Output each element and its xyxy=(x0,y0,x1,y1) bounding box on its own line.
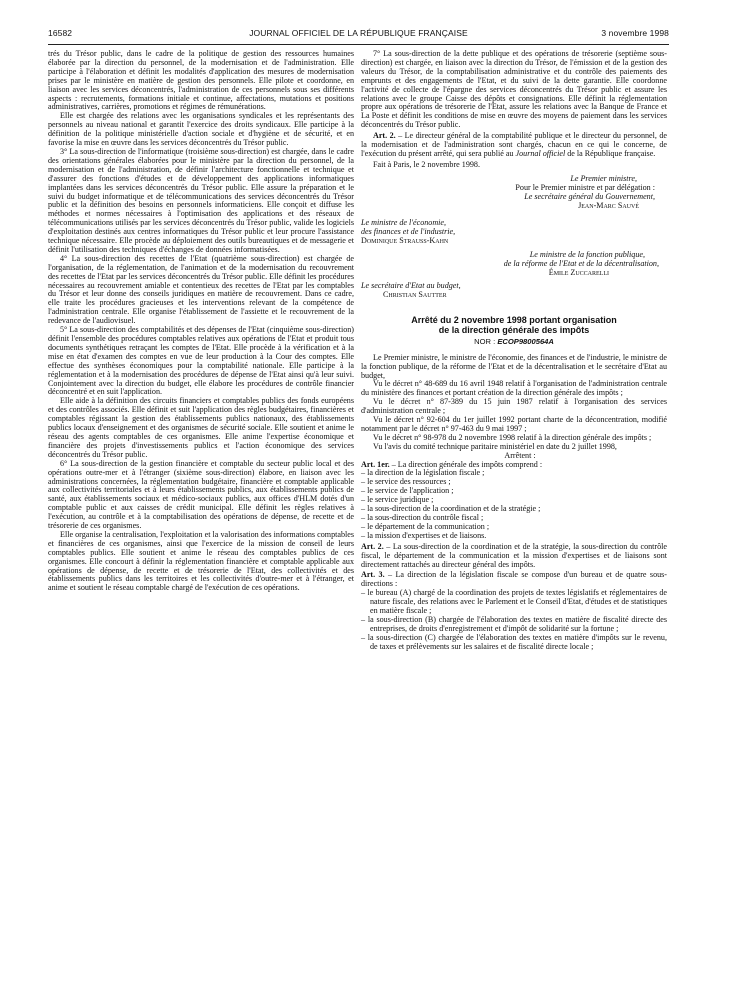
article-text: – La direction générale des impôts comprend : xyxy=(389,459,543,469)
article-2-first-decree xyxy=(361,132,667,159)
article-label: Art. 1er. xyxy=(361,459,390,469)
paragraph: Elle aide à la définition des circuits financiers et comptables publics des fonds européens et des contrôles associés. Elle définit et suit l'application des règles budgétaires, financières et comptables régissant la gestion des établissements publics nationaux, des établissements publics locaux d'enseignement et des organismes de sécurité sociale. Elle soutient et anime le réseau des agents comptables de ces organismes. Elle anime l'expertise économique et financière des projets d'investissements publics et l'action économique des services déconcentrés du Trésor public. xyxy=(48,396,354,459)
issue-date: 3 novembre 1998 xyxy=(601,28,669,38)
signatory-name: Dominique Strauss-Kahn xyxy=(361,235,449,245)
article-1-list xyxy=(361,469,667,540)
paragraph: 5° La sous-direction des comptabilités et des dépenses de l'Etat (cinquième sous-direction) définit l'ensemble des procédures comptables relatives aux opérations de l'Etat et produit tous documents synthétiques retraçant les comptes de l'Etat. Elle procède à la vérification et à la mise en état d'examen des comptes en vue de leur production à la Cour des comptes. Elle effectue des synthèses économiques pour la comptabilité nationale. Elle participe à la réglementation et à la modernisation des procédures de dépense de l'Etat ainsi qu'à leur suivi. Conjointement avec la direction du budget, elle élabore les procédures de contrôle financier déconcentré et en suit l'application. xyxy=(48,325,354,397)
preamble-paragraph: Le Premier ministre, le ministre de l'économie, des finances et de l'industrie, le ministre de la fonction publique, de la réforme de l'Etat et de la décentralisation et le secrétaire d'Etat au budget, xyxy=(361,352,667,380)
paragraph-seventh-subdirection: 7° La sous-direction de la dette publique et des opérations de trésorerie (septième sous-direction) est chargée, en liaison avec la direction du Trésor, de l'émission et de la gestion des valeurs du Trésor, de la comptabilisation administrative et du contrôle des paiements des emprunts et des engagements de l'Etat, et du suivi de la dette garantie. Elle coordonne l'activité de collecte de l'épargne des services déconcentrés du Trésor public et assure les relations avec le groupe Caisse des dépôts et consignations. Elle définit la réglementation propre aux opérations de trésorerie de l'Etat, assure les relations avec la Banque de France et La Poste et définit les conditions de mise en œuvre des moyens de paiement dans les services déconcentrés du Trésor public. xyxy=(361,49,667,130)
preamble-paragraph: Vu le décret n° 98-978 du 2 novembre 1998 relatif à la direction générale des impôts ; xyxy=(373,432,652,442)
paragraph: 4° La sous-direction des recettes de l'Etat (quatrième sous-direction) est chargée de l'organisation, de la réglementation, de l'animation et de la modernisation du recouvrement des recettes de l'Etat par les services déconcentrés du Trésor public. Elle définit les procédures nécessaires au recouvrement amiable et contentieux des recettes de l'Etat par les comptables du Trésor et leur donne des conseils juridiques en matière de recouvrement. Dans ce cadre, elle traite les procédures gracieuses et les interventions relevant de la compétence de l'administration centrale. Elle organise l'établissement de l'assiette et le recouvrement de la redevance de l'audiovisuel. xyxy=(48,253,354,326)
list-item: – la sous-direction (B) chargée de l'élaboration des textes en matière de fiscalité directe des entreprises, de droits d'enregistrement et d'impôt de solidarité sur la fortune ; xyxy=(361,616,667,634)
page-number: 16582 xyxy=(48,28,73,38)
signature-title: Le secrétaire d'Etat au budget, xyxy=(361,280,461,290)
decree-title xyxy=(361,315,667,335)
signature-title: Le Premier ministre, xyxy=(570,173,637,183)
preamble-paragraph: Vu l'avis du comité technique paritaire ministériel en date du 2 juillet 1998, xyxy=(373,441,617,451)
journal-title: JOURNAL OFFICIEL DE LA RÉPUBLIQUE FRANÇAISE xyxy=(249,28,468,38)
preamble-paragraph: Vu le décret n° 48-689 du 16 avril 1948 relatif à l'organisation de l'administration centrale du ministère des finances et portant création de la direction générale des impôts ; xyxy=(361,379,667,398)
list-item: – le bureau (A) chargé de la coordination des projets de textes législatifs et réglementaires de nature fiscale, des relations avec le Parlement et le Conseil d'Etat, d'études et de statistiques en matière fiscale ; xyxy=(361,589,667,616)
signature-title: de la réforme de l'Etat et de la décentralisation, xyxy=(503,258,659,268)
paragraph: trés du Trésor public, dans le cadre de la politique de gestion des ressources humaines élaborée par la direction du personnel, de la modernisation et de l'administration. Elle participe à l'élaboration et définit les modalités d'application des mesures de modernisation prises par le ministère en matière de gestion des personnels. Elle pilote et coordonne, en liaison avec les services déconcentrés, l'administration de ces personnels sous ses différents aspects : recrutements, formations initiale et continue, affectations, mutations et positions administratives, carrières, promotions et régimes de rémunérations. xyxy=(48,49,354,112)
article-text: – La sous-direction de la coordination et de la stratégie, la sous-direction du contrôle fiscal, le département de la communication et la mission d'expertises et de liaisons sont directement rattachés au directeur général des impôts. xyxy=(361,541,668,569)
arretent-heading: Arrêtent : xyxy=(504,450,536,460)
signatory-name: Jean-Marc Sauvé xyxy=(578,200,639,210)
list-item: – la direction de la législation fiscale ; xyxy=(361,469,667,478)
article-text: – La direction de la législation fiscale se compose d'un bureau et de quatre sous-directions : xyxy=(361,570,668,589)
header-rule xyxy=(48,44,669,45)
signatory-name: Christian Sautter xyxy=(383,289,447,299)
signatory-name: Émile Zuccarelli xyxy=(548,267,609,277)
preamble-paragraph: Vu le décret n° 92-604 du 1er juillet 1992 portant charte de la déconcentration, modifié notamment par le décret n° 97-463 du 9 mai 1997 ; xyxy=(361,415,667,433)
list-item: – le service de l'application ; xyxy=(361,487,667,496)
article-3 xyxy=(361,571,667,589)
paragraph: 6° La sous-direction de la gestion financière et comptable du secteur public local et des opérations outre-mer et à l'étranger (sixième sous-direction) élabore, en liaison avec les administrations concernées, la réglementation budgétaire, financière et comptable applicable aux collectivités territoriales et à leurs établissements publics, aux établissements publics de santé, aux établissements sociaux et médico-sociaux publics, aux offices d'HLM dotés d'un comptable public et aux caisses de crédit municipal. Elle définit les règles relatives à l'exécution, au contrôle et à la comptabilisation des opérations de dépense, de recette et de trésorerie de ces organismes. xyxy=(48,458,354,531)
left-column xyxy=(48,50,354,593)
list-item: – le service juridique ; xyxy=(361,496,667,505)
list-item: – la mission d'expertises et de liaisons. xyxy=(361,532,667,541)
preamble-paragraph: Vu le décret n° 87-389 du 15 juin 1987 relatif à l'organisation des services d'administration centrale ; xyxy=(361,397,667,416)
journal-officiel-ref: Journal officiel xyxy=(515,148,566,158)
signature-title: Le ministre de l'économie, xyxy=(361,217,447,227)
article-2 xyxy=(361,543,667,570)
paragraph: 3° La sous-direction de l'informatique (troisième sous-direction) est chargée, dans le cadre des orientations générales élaborées pour le ministère par la direction du personnel, de la modernisation et de l'administration, de définir l'architecture fonctionnelle et technique et d'assurer des fonctions d'études et de développement des applications informatiques implantées dans les services déconcentrés du Trésor public. Elle assure la préparation et le suivi du budget informatique et de télécommunications des services déconcentrés du Trésor public et la définition des besoins en personnels informaticiens. Elle conçoit et diffuse les méthodes et normes nécessaires à l'optimisation des applications et des réseaux de télécommunications utilisés par les services déconcentrés du Trésor public, valide les logiciels d'exploitation destinés aux centres informatiques du Trésor public et leur procure l'assistance technique nécessaire. Elle procède au déploiement des outils bureautiques et de messagerie et définit l'utilisation des techniques d'échanges de données informatisées. xyxy=(48,146,354,254)
nor-label: NOR : xyxy=(474,336,498,346)
article-text-end: de la République française. xyxy=(565,148,656,158)
nor-value: ECOP9800564A xyxy=(497,336,554,346)
article-text: – Le directeur général de la comptabilité publique et le directeur du personnel, de la modernisation et de l'administration sont chargés, chacun en ce qui le concerne, de l'exécution du présent arrêté, qui sera publié au xyxy=(361,131,667,158)
signing-place-date: Fait à Paris, le 2 novembre 1998. xyxy=(373,159,480,169)
list-item: – la sous-direction du contrôle fiscal ; xyxy=(361,514,667,523)
decree-title-line: Arrêté du 2 novembre 1998 portant organisation xyxy=(411,314,617,325)
signature-delegation: Pour le Premier ministre et par délégation : xyxy=(515,182,655,192)
nor-reference xyxy=(361,338,667,347)
list-item: – le département de la communication ; xyxy=(361,523,667,532)
list-item: – la sous-direction de la coordination et de la stratégie ; xyxy=(361,505,667,514)
list-item: – le service des ressources ; xyxy=(361,478,667,487)
decree-title-line: de la direction générale des impôts xyxy=(438,324,590,335)
signature-block xyxy=(361,174,667,299)
signature-title: des finances et de l'industrie, xyxy=(361,226,456,236)
signature-title: Le secrétaire général du Gouvernement, xyxy=(524,191,655,201)
signature-title: Le ministre de la fonction publique, xyxy=(529,249,645,259)
paragraph: Elle est chargée des relations avec les organisations syndicales et les représentants des personnels au niveau national et garantit l'exercice des droits syndicaux. Elle participe à la définition de la politique ministérielle d'action sociale et d'hygiène et de sécurité, et en favorise la mise en œuvre dans les services déconcentrés du Trésor public. xyxy=(48,111,354,148)
article-label: Art. 2. xyxy=(373,131,396,141)
article-label: Art. 3. xyxy=(361,570,385,580)
right-column xyxy=(361,50,667,652)
page-header xyxy=(48,28,669,42)
paragraph: Elle organise la centralisation, l'exploitation et la valorisation des informations comptables et financières de ces organismes, ainsi que l'exercice de la mission de conseil de leurs comptables publics. Elle soutient et anime le réseau des comptables publics de ces organismes. Elle concourt à définir la réglementation financière et comptable applicable aux opérations de dépense, de recette et de trésorerie de l'Etat, des collectivités et des établissements publics dans les territoires et les collectivités d'outre-mer et à l'étranger, et anime et soutient le réseau comptable chargé de l'exécution de ces opérations. xyxy=(48,529,354,593)
article-3-list xyxy=(361,589,667,651)
list-item: – la sous-direction (C) chargée de l'élaboration des textes en matière d'impôts sur le revenu, de taxes et prélèvements sur les salaires et de fiscalité directe locale ; xyxy=(361,634,667,652)
article-label: Art. 2. xyxy=(361,541,384,551)
